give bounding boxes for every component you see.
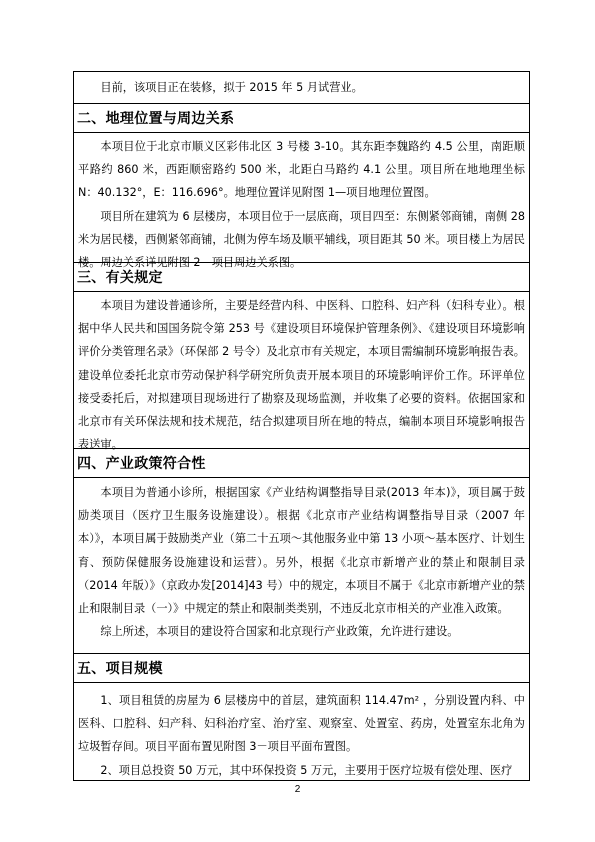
section-2-heading-cell [74, 104, 529, 133]
section-3-heading-cell [74, 263, 529, 292]
section-5-paragraph-2: 2、项目总投资 50 万元，其中环保投资 5 万元，主要用于医疗垃圾有偿处理、医疗 [100, 763, 513, 777]
intro-paragraph: 目前，该项目正在装修，拟于 2015 年 5 月试营业。 [100, 81, 363, 94]
section-5-heading-cell [74, 654, 529, 683]
section-4-paragraph-2: 综上所述，本项目的建设符合国家和北京现行产业政策，允许进行建设。 [100, 625, 459, 639]
section-5-body [74, 683, 529, 781]
section-2-paragraph-1: 本项目位于北京市顺义区彩伟北区 3 号楼 3-10。其东距李魏路约 4.5 公里，南距顺平路约 860 米，西距顺密路约 500 米，北距白马路约 4.1 公里。项目所在地地理坐标 N：40.132°，E：116.696°。地理位置详见附图 1—项目地理位置图。 [78, 140, 525, 200]
section-4-body [74, 478, 529, 654]
section-3-paragraph-1: 本项目为建设普通诊所，主要是经营内科、中医科、口腔科、妇产科（妇科专业）。根据中华人民共和国国务院令第 253 号《建设项目环境保护管理条例》、《建设项目环境影响评价分类管理名录》（环保部 2 号令）及北京市有关规定，本项目需编制环境影响报告表。建设单位委托北京市劳动保护科学研究所负责开展本项目的环境影响评价工作。环评单位接受委托后，对拟建项目现场进行了勘察及现场监测，并收集了必要的资料。依据国家和北京市有关环保法规和技术规范，结合拟建项目所在地的特点，编制本项目环境影响报告表送审。 [78, 299, 525, 452]
section-4-paragraph-1: 本项目为普通小诊所，根据国家《产业结构调整指导目录(2013 年本)》，项目属于鼓励类项目（医疗卫生服务设施建设）。根据《北京市产业结构调整指导目录（2007 年本）》，本项目属于鼓励类产业（第二十五项～其他服务业中第 13 小项～基本医疗、计划生育、预防保健服务设施建设和运营）。另外，根据《北京市新增产业的禁止和限制目录（2014 年版）》（京政办发[2014]43 号）中的规定，本项目不属于《北京市新增产业的禁止和限制目录（一）》中规定的禁止和限制类类别，不违反北京市相关的产业准入政策。 [78, 486, 525, 616]
section-3-heading: 三、有关规定 [77, 270, 163, 286]
section-2-body [74, 133, 529, 270]
section-2-heading: 二、地理位置与周边关系 [77, 111, 235, 127]
section-5-paragraph-1: 1、项目租赁的房屋为 6 层楼房中的首层，建筑面积 114.47m² ，分别设置内科、中医科、口腔科、妇产科、妇科治疗室、治疗室、观察室、处置室、药房，处置室东北角为垃圾暂存间。项目平面布置见附图 3－项目平面布置图。 [78, 694, 525, 754]
section-2-paragraph-2: 项目所在建筑为 6 层楼房，本项目位于一层底商，项目四至：东侧紧邻商铺，南侧 28 米为居民楼，西侧紧邻商铺，北侧为停车场及顺平辅线，项目距其 50 米。项目楼上为居民楼。周边关系详见附图 2—项目周边关系图。 [78, 209, 525, 270]
section-5-heading: 五、项目规模 [77, 661, 163, 677]
section-4-heading-cell [74, 449, 529, 478]
section-3-body [74, 292, 529, 452]
intro-cell [74, 72, 529, 104]
page-number: 2 [294, 784, 301, 795]
section-4-heading: 四、产业政策符合性 [77, 456, 206, 472]
form-table [73, 71, 530, 781]
